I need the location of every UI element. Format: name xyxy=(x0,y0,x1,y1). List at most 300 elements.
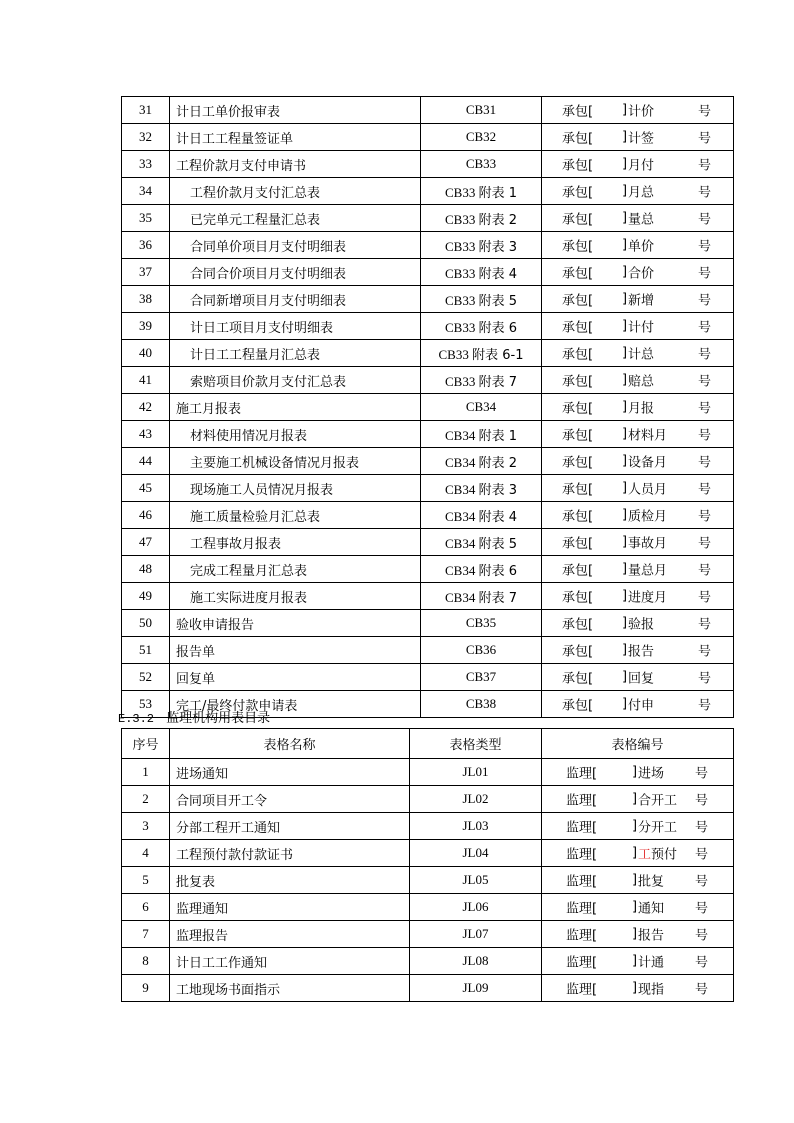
code-bracket: ] xyxy=(622,588,628,604)
form-code xyxy=(542,259,734,286)
form-type-code: CB34 xyxy=(445,535,476,551)
form-code-box xyxy=(542,367,733,393)
row-number: 33 xyxy=(122,151,170,178)
form-type-suffix: 附表 4 xyxy=(478,266,517,282)
form-type xyxy=(421,664,542,691)
code-bracket: ] xyxy=(622,318,628,334)
code-end: 号 xyxy=(698,509,712,525)
code-kind: 赔总 xyxy=(628,374,655,390)
form-code-box xyxy=(542,475,733,501)
form-code-box xyxy=(542,948,733,974)
form-type-suffix: 附表 4 xyxy=(478,509,517,525)
row-number: 7 xyxy=(122,921,170,948)
form-type-suffix: 附表 1 xyxy=(478,428,517,444)
form-name: 已完单元工程量汇总表 xyxy=(170,205,421,232)
form-code xyxy=(542,921,734,948)
form-type-code: CB36 xyxy=(465,642,497,657)
row-number: 48 xyxy=(122,556,170,583)
code-bracket: ] xyxy=(622,129,628,145)
row-number: 47 xyxy=(122,529,170,556)
code-prefix: 承包[ xyxy=(562,536,594,552)
table-row xyxy=(122,637,734,664)
form-code xyxy=(542,948,734,975)
code-prefix: 承包[ xyxy=(562,563,594,579)
form-type-suffix: 附表 1 xyxy=(478,185,517,201)
table-row xyxy=(122,975,734,1002)
form-type-code: CB35 xyxy=(465,615,497,630)
form-type xyxy=(421,475,542,502)
form-code xyxy=(542,124,734,151)
form-type xyxy=(421,151,542,178)
code-bracket: ] xyxy=(632,764,638,780)
code-kind: 月报 xyxy=(628,401,655,417)
form-code-box xyxy=(542,205,733,231)
code-kind: 材料月 xyxy=(628,428,668,444)
code-bracket: ] xyxy=(632,845,638,861)
form-type xyxy=(421,448,542,475)
code-prefix: 监理[ xyxy=(566,928,598,944)
form-type xyxy=(421,259,542,286)
code-bracket: ] xyxy=(622,426,628,442)
header-form-code: 表格编号 xyxy=(542,729,734,759)
contractor-forms-table xyxy=(121,96,734,718)
form-type xyxy=(421,394,542,421)
code-prefix: 承包[ xyxy=(562,212,594,228)
code-kind: 报告 xyxy=(638,928,665,944)
form-type-code: CB33 xyxy=(445,211,476,227)
form-type xyxy=(421,313,542,340)
form-code xyxy=(542,421,734,448)
form-type: JL09 xyxy=(410,975,542,1002)
code-bracket: ] xyxy=(622,345,628,361)
row-number: 4 xyxy=(122,840,170,867)
form-type xyxy=(421,583,542,610)
code-kind: 设备月 xyxy=(628,455,668,471)
section-title: 监理机构用表目录 xyxy=(166,711,271,726)
code-prefix: 监理[ xyxy=(566,793,598,809)
form-code-box xyxy=(542,502,733,528)
code-bracket: ] xyxy=(622,183,628,199)
form-type-code: CB32 xyxy=(465,129,497,144)
code-end: 号 xyxy=(695,955,709,971)
code-end: 号 xyxy=(698,698,712,714)
form-type xyxy=(421,529,542,556)
form-code-box xyxy=(542,894,733,920)
form-name: 监理报告 xyxy=(170,921,410,948)
form-type-code: CB33 xyxy=(445,184,476,200)
form-name: 索赔项目价款月支付汇总表 xyxy=(170,367,421,394)
code-bracket: ] xyxy=(622,372,628,388)
code-prefix: 承包[ xyxy=(562,104,594,120)
code-end: 号 xyxy=(698,347,712,363)
form-name: 批复表 xyxy=(170,867,410,894)
code-prefix: 承包[ xyxy=(562,698,594,714)
form-type-suffix: 附表 5 xyxy=(478,536,517,552)
form-type-suffix: 附表 3 xyxy=(478,239,517,255)
form-code xyxy=(542,664,734,691)
form-name: 计日工工程量签证单 xyxy=(170,124,421,151)
table-row xyxy=(122,448,734,475)
form-type: JL06 xyxy=(410,894,542,921)
form-type-code: CB37 xyxy=(465,669,497,684)
code-kind: 计总 xyxy=(628,347,655,363)
code-prefix: 监理[ xyxy=(566,874,598,890)
code-kind: 分开工 xyxy=(638,820,678,836)
form-name: 现场施工人员情况月报表 xyxy=(170,475,421,502)
row-number: 8 xyxy=(122,948,170,975)
form-name: 监理通知 xyxy=(170,894,410,921)
code-end: 号 xyxy=(698,131,712,147)
row-number: 51 xyxy=(122,637,170,664)
code-kind: 批复 xyxy=(638,874,665,890)
form-name: 计日工项目月支付明细表 xyxy=(170,313,421,340)
form-type xyxy=(421,421,542,448)
form-type-code: CB34 xyxy=(445,562,476,578)
form-type-code: CB33 xyxy=(438,346,469,362)
code-bracket: ] xyxy=(632,926,638,942)
form-code xyxy=(542,583,734,610)
code-end: 号 xyxy=(695,820,709,836)
section-number: E.3.2 xyxy=(118,712,155,726)
form-type: JL07 xyxy=(410,921,542,948)
form-code xyxy=(542,394,734,421)
table-row xyxy=(122,813,734,840)
code-end: 号 xyxy=(698,374,712,390)
form-code-box xyxy=(542,340,733,366)
form-name: 工程事故月报表 xyxy=(170,529,421,556)
code-end: 号 xyxy=(698,185,712,201)
code-kind: 月付 xyxy=(628,158,655,174)
form-type-suffix: 附表 7 xyxy=(478,590,517,606)
form-code xyxy=(542,151,734,178)
code-prefix: 承包[ xyxy=(562,239,594,255)
code-end: 号 xyxy=(695,793,709,809)
table-row xyxy=(122,921,734,948)
form-type-code: CB34 xyxy=(445,427,476,443)
code-kind-highlight: 工 xyxy=(638,847,652,863)
form-name: 主要施工机械设备情况月报表 xyxy=(170,448,421,475)
form-type-suffix: 附表 2 xyxy=(478,455,517,471)
code-end: 号 xyxy=(698,536,712,552)
form-name: 计日工工程量月汇总表 xyxy=(170,340,421,367)
form-type: JL08 xyxy=(410,948,542,975)
form-type-code: CB34 xyxy=(445,454,476,470)
form-code xyxy=(542,313,734,340)
form-name: 工程价款月支付申请书 xyxy=(170,151,421,178)
code-prefix: 监理[ xyxy=(566,766,598,782)
form-code-box xyxy=(542,867,733,893)
table-row xyxy=(122,421,734,448)
form-type xyxy=(421,637,542,664)
code-end: 号 xyxy=(698,428,712,444)
code-end: 号 xyxy=(695,901,709,917)
code-prefix: 监理[ xyxy=(566,901,598,917)
form-type-code: CB33 xyxy=(445,238,476,254)
code-bracket: ] xyxy=(622,237,628,253)
table-row xyxy=(122,948,734,975)
code-prefix: 承包[ xyxy=(562,617,594,633)
form-type-code: CB34 xyxy=(445,589,476,605)
code-bracket: ] xyxy=(622,669,628,685)
code-end: 号 xyxy=(698,590,712,606)
table-row xyxy=(122,286,734,313)
row-number: 52 xyxy=(122,664,170,691)
code-kind: 计签 xyxy=(628,131,655,147)
row-number: 5 xyxy=(122,867,170,894)
form-code-box xyxy=(542,421,733,447)
table-row xyxy=(122,840,734,867)
form-type-code: CB33 xyxy=(445,265,476,281)
form-code-box xyxy=(542,448,733,474)
code-end: 号 xyxy=(698,644,712,660)
form-code xyxy=(542,367,734,394)
form-code-box xyxy=(542,286,733,312)
form-code xyxy=(542,840,734,867)
code-kind: 质检月 xyxy=(628,509,668,525)
table-row xyxy=(122,232,734,259)
form-name: 完成工程量月汇总表 xyxy=(170,556,421,583)
row-number: 32 xyxy=(122,124,170,151)
row-number: 42 xyxy=(122,394,170,421)
code-end: 号 xyxy=(698,266,712,282)
code-end: 号 xyxy=(698,320,712,336)
table-row xyxy=(122,759,734,786)
row-number: 37 xyxy=(122,259,170,286)
form-name: 计日工单价报审表 xyxy=(170,97,421,124)
form-name: 施工月报表 xyxy=(170,394,421,421)
form-type-suffix: 附表 7 xyxy=(478,374,517,390)
row-number: 39 xyxy=(122,313,170,340)
table-row xyxy=(122,529,734,556)
form-type-suffix: 附表 5 xyxy=(478,293,517,309)
form-type-code: CB33 xyxy=(445,292,476,308)
form-code xyxy=(542,610,734,637)
code-end: 号 xyxy=(695,766,709,782)
code-bracket: ] xyxy=(622,561,628,577)
form-type-code: CB33 xyxy=(445,319,476,335)
code-kind: 进场 xyxy=(638,766,665,782)
form-code xyxy=(542,502,734,529)
form-code xyxy=(542,759,734,786)
form-type-code: CB34 xyxy=(445,481,476,497)
code-prefix: 承包[ xyxy=(562,374,594,390)
form-type xyxy=(421,232,542,259)
form-code-box xyxy=(542,813,733,839)
code-kind: 月总 xyxy=(628,185,655,201)
header-form-name: 表格名称 xyxy=(170,729,410,759)
code-bracket: ] xyxy=(622,291,628,307)
table-row xyxy=(122,786,734,813)
form-type: JL01 xyxy=(410,759,542,786)
form-code-box xyxy=(542,313,733,339)
form-type-code: CB33 xyxy=(445,373,476,389)
form-name: 工地现场书面指示 xyxy=(170,975,410,1002)
form-type-suffix: 附表 6 xyxy=(478,320,517,336)
code-bracket: ] xyxy=(622,534,628,550)
form-name: 材料使用情况月报表 xyxy=(170,421,421,448)
code-prefix: 承包[ xyxy=(562,455,594,471)
code-prefix: 监理[ xyxy=(566,955,598,971)
table-row xyxy=(122,556,734,583)
form-code-box xyxy=(542,610,733,636)
form-name: 合同新增项目月支付明细表 xyxy=(170,286,421,313)
code-end: 号 xyxy=(698,212,712,228)
form-name: 工程价款月支付汇总表 xyxy=(170,178,421,205)
row-number: 9 xyxy=(122,975,170,1002)
code-end: 号 xyxy=(698,239,712,255)
code-bracket: ] xyxy=(622,507,628,523)
table-row xyxy=(122,205,734,232)
row-number: 1 xyxy=(122,759,170,786)
form-code xyxy=(542,813,734,840)
code-prefix: 承包[ xyxy=(562,266,594,282)
form-code-box xyxy=(542,583,733,609)
code-end: 号 xyxy=(698,617,712,633)
form-code xyxy=(542,340,734,367)
form-code xyxy=(542,286,734,313)
code-kind: 付申 xyxy=(628,698,655,714)
form-code xyxy=(542,529,734,556)
form-code-box xyxy=(542,691,733,717)
code-bracket: ] xyxy=(622,453,628,469)
form-name: 计日工工作通知 xyxy=(170,948,410,975)
form-code xyxy=(542,475,734,502)
section-heading xyxy=(118,707,270,726)
code-kind: 验报 xyxy=(628,617,655,633)
code-end: 号 xyxy=(695,928,709,944)
code-end: 号 xyxy=(698,482,712,498)
header-form-type: 表格类型 xyxy=(410,729,542,759)
code-bracket: ] xyxy=(622,615,628,631)
form-type xyxy=(421,124,542,151)
row-number: 35 xyxy=(122,205,170,232)
code-kind: 现指 xyxy=(638,982,665,998)
code-end: 号 xyxy=(695,874,709,890)
code-kind: 计价 xyxy=(628,104,655,120)
table-row xyxy=(122,259,734,286)
row-number: 2 xyxy=(122,786,170,813)
table-row xyxy=(122,583,734,610)
form-type: JL04 xyxy=(410,840,542,867)
form-code xyxy=(542,556,734,583)
form-type-suffix: 附表 6 xyxy=(478,563,517,579)
form-type-code: CB34 xyxy=(445,508,476,524)
code-kind: 量总 xyxy=(628,212,655,228)
code-kind: 量总月 xyxy=(628,563,668,579)
form-type xyxy=(421,205,542,232)
form-name: 合同单价项目月支付明细表 xyxy=(170,232,421,259)
form-type xyxy=(421,367,542,394)
form-type-code: CB34 xyxy=(465,399,497,414)
form-name: 回复单 xyxy=(170,664,421,691)
code-bracket: ] xyxy=(632,872,638,888)
row-number: 46 xyxy=(122,502,170,529)
code-bracket: ] xyxy=(622,264,628,280)
table-row xyxy=(122,610,734,637)
table-row xyxy=(122,151,734,178)
row-number: 38 xyxy=(122,286,170,313)
code-prefix: 承包[ xyxy=(562,644,594,660)
form-type xyxy=(421,97,542,124)
code-prefix: 承包[ xyxy=(562,185,594,201)
table-row xyxy=(122,340,734,367)
row-number: 40 xyxy=(122,340,170,367)
form-type-suffix: 附表 2 xyxy=(478,212,517,228)
header-serial: 序号 xyxy=(122,729,170,759)
code-bracket: ] xyxy=(632,899,638,915)
supervision-forms-body xyxy=(122,729,734,1002)
form-type: JL05 xyxy=(410,867,542,894)
form-type-code: CB33 xyxy=(465,156,497,171)
form-code-box xyxy=(542,97,733,123)
form-code xyxy=(542,178,734,205)
code-prefix: 承包[ xyxy=(562,401,594,417)
code-kind: 通知 xyxy=(638,901,665,917)
code-prefix: 承包[ xyxy=(562,482,594,498)
code-bracket: ] xyxy=(622,696,628,712)
code-bracket: ] xyxy=(632,953,638,969)
code-end: 号 xyxy=(695,847,709,863)
code-prefix: 承包[ xyxy=(562,347,594,363)
code-prefix: 承包[ xyxy=(562,131,594,147)
form-name: 分部工程开工通知 xyxy=(170,813,410,840)
form-code-box xyxy=(542,556,733,582)
form-name: 工程预付款付款证书 xyxy=(170,840,410,867)
table-row xyxy=(122,894,734,921)
form-code xyxy=(542,637,734,664)
form-code-box xyxy=(542,840,733,866)
form-code-box xyxy=(542,394,733,420)
code-bracket: ] xyxy=(632,980,638,996)
form-name: 施工实际进度月报表 xyxy=(170,583,421,610)
form-type xyxy=(421,556,542,583)
form-type xyxy=(421,340,542,367)
code-end: 号 xyxy=(695,982,709,998)
form-code xyxy=(542,975,734,1002)
table-row xyxy=(122,367,734,394)
form-name: 完工/最终付款申请表 xyxy=(170,691,421,718)
code-end: 号 xyxy=(698,563,712,579)
table-row xyxy=(122,313,734,340)
code-kind: 计通 xyxy=(638,955,665,971)
form-type xyxy=(421,691,542,718)
code-prefix: 承包[ xyxy=(562,320,594,336)
form-code-box xyxy=(542,259,733,285)
table-row xyxy=(122,664,734,691)
code-end: 号 xyxy=(698,401,712,417)
form-code-box xyxy=(542,151,733,177)
code-bracket: ] xyxy=(622,642,628,658)
code-prefix: 监理[ xyxy=(566,820,598,836)
form-code xyxy=(542,894,734,921)
row-number: 36 xyxy=(122,232,170,259)
row-number: 3 xyxy=(122,813,170,840)
form-code-box xyxy=(542,529,733,555)
form-code-box xyxy=(542,759,733,785)
table-row xyxy=(122,394,734,421)
form-code-box xyxy=(542,664,733,690)
code-kind: 人员月 xyxy=(628,482,668,498)
code-bracket: ] xyxy=(622,102,628,118)
form-code xyxy=(542,205,734,232)
code-bracket: ] xyxy=(632,791,638,807)
row-number: 31 xyxy=(122,97,170,124)
row-number: 44 xyxy=(122,448,170,475)
code-kind: 回复 xyxy=(628,671,655,687)
supervision-forms-table xyxy=(121,728,734,1002)
code-prefix: 承包[ xyxy=(562,671,594,687)
code-kind: 预付 xyxy=(651,847,678,863)
